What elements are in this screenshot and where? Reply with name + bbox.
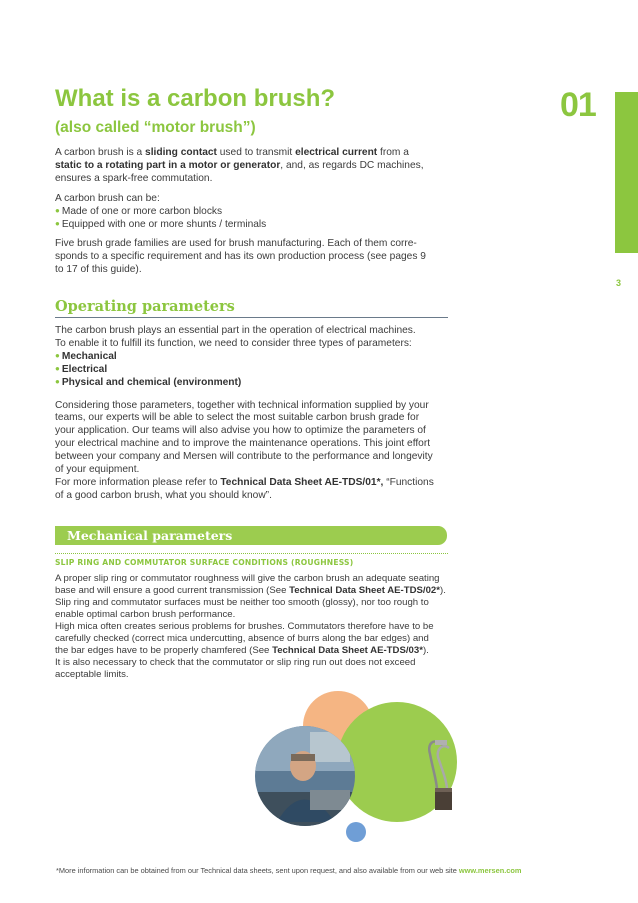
footnote: *More information can be obtained from our Technical data sheets, sent upon request, and also available from our web site www.mersen.com — [56, 866, 522, 875]
list-item: Mechanical — [61, 350, 117, 362]
list-item: ● Equipped with one or more shunts / terminals — [55, 219, 450, 232]
mechanical-banner-label: Mechanical parameters — [67, 528, 233, 543]
page-subtitle: (also called “motor brush”) — [55, 119, 256, 136]
mechanical-block: A proper slip ring or commutator roughness will give the carbon brush an adequate seating base and will ensure a good current transmission (See Technical Data Sheet AE-TDS/02*). Slip ring and commutator surfaces must be neither too smooth (glossy), nor too rough to enable optimal carbon brush performance. High mica often creates serious problems for brushes. Commutators therefore have to be carefully checked (correct mica undercutting, absence of burrs along the bar edges) and the bar edges have to be properly chamfered (See Technical Data Sheet AE-TDS/03*). It is also necessary to check that the commutator or slip ring run out does not exceed acceptable limits. — [55, 573, 446, 680]
intro-block: A carbon brush is a sliding contact used to transmit electrical current from a static to a rotating part in a motor or generator, and, as regards DC machines, ensures a spark-free commutation. A carbon brush can be: ● Made of one or more carbon blocks ● Equipped with one or more shunts / terminals Five brush grade families are used for brush manufacturing. Each of them corre- sponds to a specific requirement and has its own production process (see pages 9 to 17 of this guide). — [55, 147, 450, 277]
dotted-rule — [55, 553, 448, 554]
chapter-number: 01 — [560, 86, 596, 124]
heading-rule — [55, 317, 448, 318]
worker-photo — [255, 726, 355, 832]
list-item: Electrical — [61, 363, 108, 375]
operating-block: The carbon brush plays an essential part in the operation of electrical machines. To enable it to fulfill its function, we need to consider three types of parameters: ● Mechanical ● Electrical ● Physical and chemical (environment) Considering those parameters, together with technical information supplied by your teams, our experts will be able to select the most suitable carbon brush grade for your application. Our teams will also advise you how to optimize the parameters of your electrical machine and to improve the maintenance operations. This joint effort between your company and Mersen will contribute to the performance and longevity of your equipment. For more information please refer to Technical Data Sheet AE-TDS/01*, “Functions of a good carbon brush, what you should know”. — [55, 325, 450, 503]
page-number: 3 — [616, 278, 622, 288]
operating-heading: Operating parameters — [55, 298, 235, 315]
website-link[interactable]: www.mersen.com — [458, 866, 522, 875]
list-item: Physical and chemical (environment) — [61, 376, 242, 388]
list-item: ● Made of one or more carbon blocks — [55, 206, 450, 219]
mechanical-banner — [55, 526, 447, 545]
blue-circle — [346, 822, 366, 842]
illustration — [255, 682, 465, 847]
page-title: What is a carbon brush? — [55, 85, 336, 112]
mechanical-subheading: SLIP RING AND COMMUTATOR SURFACE CONDITIONS (ROUGHNESS) — [55, 558, 354, 567]
chapter-side-bar — [615, 92, 638, 253]
